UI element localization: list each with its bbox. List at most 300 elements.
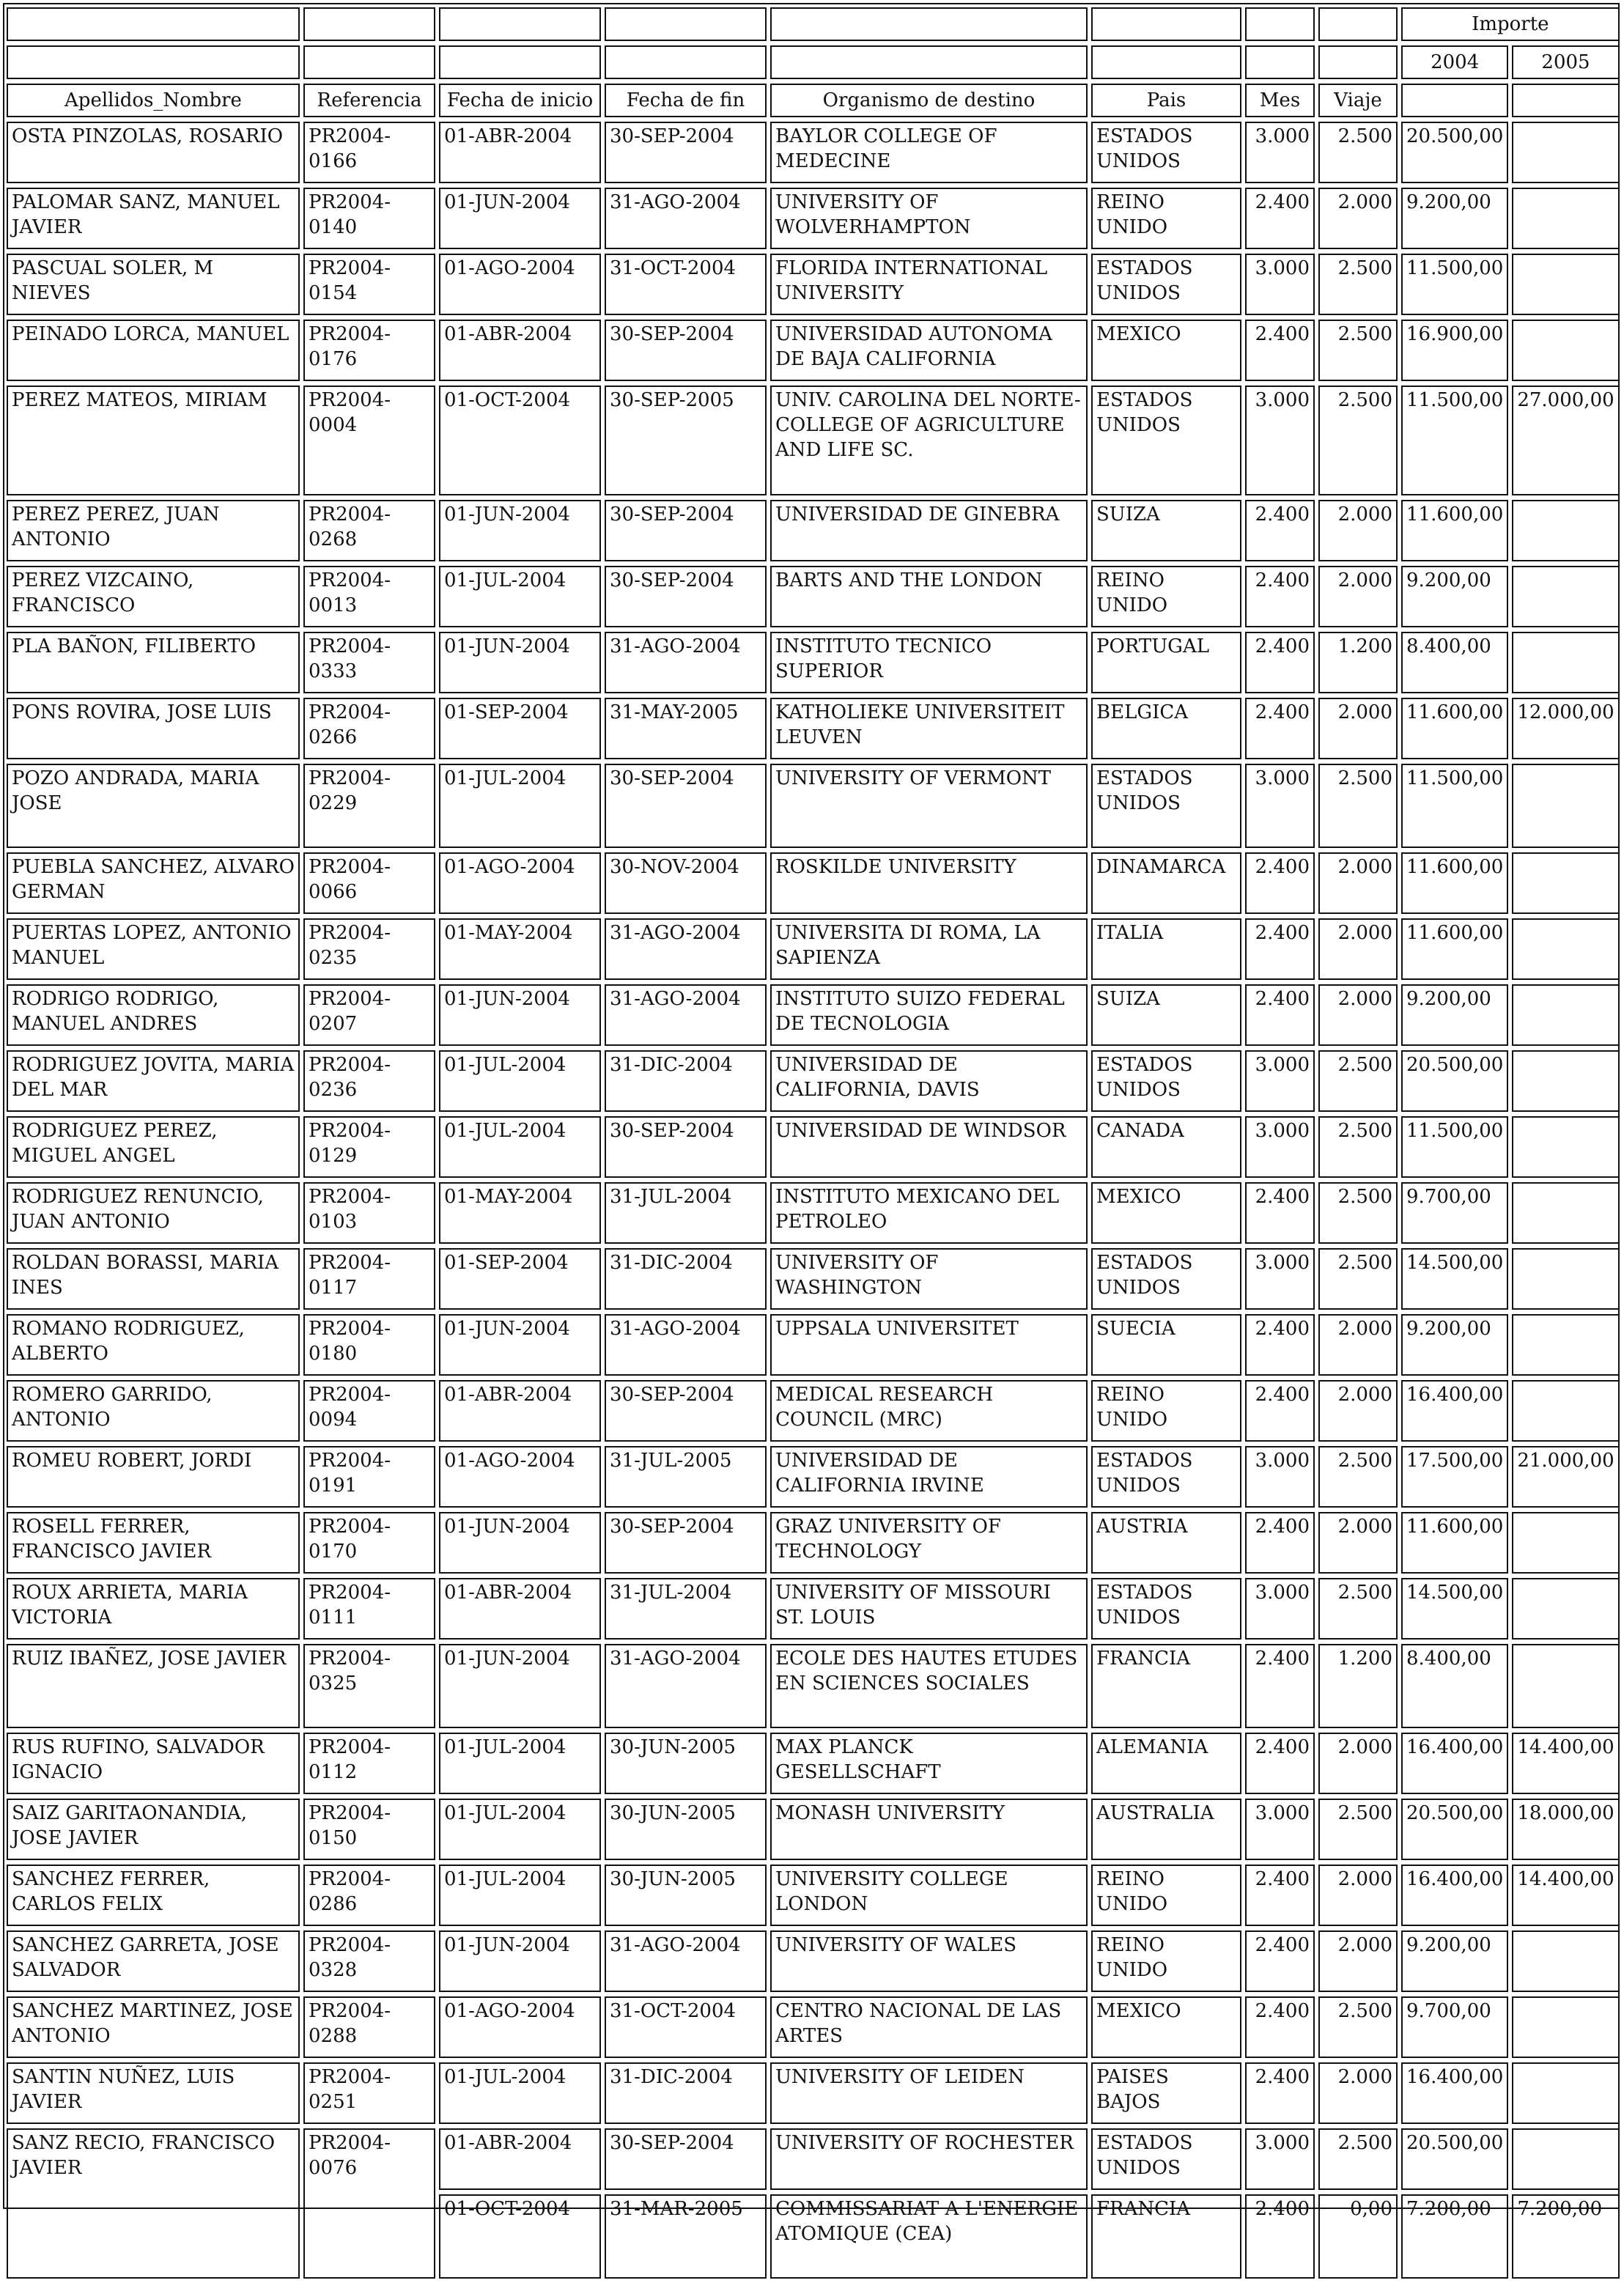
cell-mes: 2.400 [1245, 1512, 1315, 1574]
importe-header: Importe [1401, 7, 1620, 41]
cell-nombre: PALOMAR SANZ, MANUEL JAVIER [7, 188, 300, 249]
cell-fecha-inicio: 01-JUL-2004 [439, 1865, 601, 1926]
cell-referencia: PR2004-0328 [303, 1930, 435, 1992]
cell-importe-2005 [1512, 320, 1619, 381]
cell-mes: 2.400 [1245, 1644, 1315, 1728]
cell-fecha-inicio: 01-JUN-2004 [439, 188, 601, 249]
cell-referencia: PR2004-0103 [303, 1182, 435, 1244]
cell-mes: 3.000 [1245, 122, 1315, 183]
cell-importe-2005 [1512, 188, 1619, 249]
cell-fecha-inicio: 01-JUL-2004 [439, 1799, 601, 1860]
cell-importe-2004: 16.400,00 [1401, 1733, 1508, 1794]
table-row [7, 1314, 1620, 1376]
cell-pais: ALEMANIA [1091, 1733, 1241, 1794]
cell-fecha-fin: 31-AGO-2004 [605, 188, 767, 249]
cell-nombre: ROMANO RODRIGUEZ, ALBERTO [7, 1314, 300, 1376]
cell-referencia: PR2004-0150 [303, 1799, 435, 1860]
cell-viaje: 2.000 [1318, 918, 1398, 980]
cell-importe-2005: 18.000,00 [1512, 1799, 1619, 1860]
cell-fecha-inicio: 01-JUN-2004 [439, 984, 601, 1046]
cell-viaje: 2.500 [1318, 386, 1398, 495]
cell-importe-2005 [1512, 500, 1619, 561]
table-row [7, 1512, 1620, 1574]
cell-pais: PORTUGAL [1091, 632, 1241, 693]
cell-pais: ITALIA [1091, 918, 1241, 980]
table-row [7, 1446, 1620, 1508]
cell-importe-2005 [1512, 566, 1619, 627]
cell-importe-2004: 20.500,00 [1401, 2128, 1508, 2190]
cell-organismo: UNIVERSIDAD DE GINEBRA [770, 500, 1088, 561]
cell-fecha-fin: 31-JUL-2005 [605, 1446, 767, 1508]
cell-fecha-fin: 31-JUL-2004 [605, 1578, 767, 1640]
cell-nombre: RODRIGUEZ RENUNCIO, JUAN ANTONIO [7, 1182, 300, 1244]
cell-mes: 3.000 [1245, 386, 1315, 495]
cell-pais: REINO UNIDO [1091, 566, 1241, 627]
cell-referencia: PR2004-0325 [303, 1644, 435, 1728]
cell-importe-2004: 8.400,00 [1401, 632, 1508, 693]
cell-importe-2005: 7.200,00 [1512, 2194, 1619, 2279]
cell-pais: ESTADOS UNIDOS [1091, 1050, 1241, 1112]
cell-viaje: 2.500 [1318, 2128, 1398, 2190]
cell-organismo: COMMISSARIAT A L'ENERGIE ATOMIQUE (CEA) [770, 2194, 1088, 2279]
cell-fecha-inicio: 01-MAY-2004 [439, 918, 601, 980]
col-header-fecha-inicio: Fecha de inicio [439, 84, 601, 117]
cell-referencia: PR2004-0166 [303, 122, 435, 183]
cell-organismo: UNIVERSIDAD DE WINDSOR [770, 1116, 1088, 1178]
cell-organismo: FLORIDA INTERNATIONAL UNIVERSITY [770, 254, 1088, 315]
cell-referencia: PR2004-0004 [303, 386, 435, 495]
cell-referencia: PR2004-0236 [303, 1050, 435, 1112]
cell-nombre: RUS RUFINO, SALVADOR IGNACIO [7, 1733, 300, 1794]
cell-referencia: PR2004-0076 [303, 2128, 435, 2279]
table-row [7, 1380, 1620, 1442]
cell-importe-2004: 16.900,00 [1401, 320, 1508, 381]
header-row-years [7, 45, 1620, 79]
cell-importe-2005 [1512, 1644, 1619, 1728]
cell-fecha-fin: 30-JUN-2005 [605, 1733, 767, 1794]
cell-mes: 2.400 [1245, 1930, 1315, 1992]
cell-organismo: UNIVERSIDAD DE CALIFORNIA IRVINE [770, 1446, 1088, 1508]
cell-viaje: 2.000 [1318, 698, 1398, 759]
cell-organismo: UNIVERSITA DI ROMA, LA SAPIENZA [770, 918, 1088, 980]
cell-referencia: PR2004-0288 [303, 1996, 435, 2058]
cell-fecha-fin: 30-SEP-2004 [605, 320, 767, 381]
cell-mes: 3.000 [1245, 1248, 1315, 1310]
cell-importe-2004: 11.600,00 [1401, 852, 1508, 914]
cell-importe-2005 [1512, 1578, 1619, 1640]
cell-organismo: UNIVERSITY OF WASHINGTON [770, 1248, 1088, 1310]
cell-viaje: 2.000 [1318, 500, 1398, 561]
cell-organismo: INSTITUTO MEXICANO DEL PETROLEO [770, 1182, 1088, 1244]
table-row [7, 500, 1620, 561]
cell-organismo: MONASH UNIVERSITY [770, 1799, 1088, 1860]
cell-importe-2004: 14.500,00 [1401, 1578, 1508, 1640]
cell-importe-2004: 11.500,00 [1401, 764, 1508, 848]
cell-organismo: MAX PLANCK GESELLSCHAFT [770, 1733, 1088, 1794]
cell-referencia: PR2004-0111 [303, 1578, 435, 1640]
cell-importe-2005 [1512, 1314, 1619, 1376]
grants-table [3, 3, 1623, 2283]
cell-pais: CANADA [1091, 1116, 1241, 1178]
cell-importe-2004: 16.400,00 [1401, 1380, 1508, 1442]
cell-mes: 2.400 [1245, 698, 1315, 759]
cell-nombre: SANZ RECIO, FRANCISCO JAVIER [7, 2128, 300, 2279]
table-row [7, 1733, 1620, 1794]
cell-organismo: UNIVERSITY COLLEGE LONDON [770, 1865, 1088, 1926]
table-row [7, 1644, 1620, 1728]
cell-mes: 3.000 [1245, 2128, 1315, 2190]
cell-importe-2005: 14.400,00 [1512, 1865, 1619, 1926]
cell-mes: 2.400 [1245, 1380, 1315, 1442]
cell-pais: ESTADOS UNIDOS [1091, 2128, 1241, 2190]
cell-importe-2004: 9.200,00 [1401, 1930, 1508, 1992]
cell-nombre: ROMEU ROBERT, JORDI [7, 1446, 300, 1508]
cell-mes: 3.000 [1245, 1116, 1315, 1178]
cell-fecha-fin: 30-NOV-2004 [605, 852, 767, 914]
cell-nombre: POZO ANDRADA, MARIA JOSE [7, 764, 300, 848]
cell-importe-2005: 27.000,00 [1512, 386, 1619, 495]
cell-importe-2004: 7.200,00 [1401, 2194, 1508, 2279]
cell-fecha-fin: 31-AGO-2004 [605, 918, 767, 980]
table-row [7, 122, 1620, 183]
cell-organismo: UNIVERSIDAD AUTONOMA DE BAJA CALIFORNIA [770, 320, 1088, 381]
cell-referencia: PR2004-0229 [303, 764, 435, 848]
col-header-organismo: Organismo de destino [770, 84, 1088, 117]
cell-fecha-inicio: 01-AGO-2004 [439, 1446, 601, 1508]
year-2004-header: 2004 [1401, 45, 1508, 79]
cell-pais: FRANCIA [1091, 2194, 1241, 2279]
cell-nombre: PEREZ PEREZ, JUAN ANTONIO [7, 500, 300, 561]
cell-mes: 3.000 [1245, 1799, 1315, 1860]
cell-pais: MEXICO [1091, 1182, 1241, 1244]
cell-nombre: ROSELL FERRER, FRANCISCO JAVIER [7, 1512, 300, 1574]
cell-importe-2005 [1512, 1050, 1619, 1112]
cell-pais: REINO UNIDO [1091, 1930, 1241, 1992]
cell-nombre: PASCUAL SOLER, M NIEVES [7, 254, 300, 315]
cell-fecha-fin: 31-AGO-2004 [605, 1644, 767, 1728]
cell-pais: REINO UNIDO [1091, 1865, 1241, 1926]
cell-nombre: PLA BAÑON, FILIBERTO [7, 632, 300, 693]
cell-mes: 2.400 [1245, 852, 1315, 914]
cell-fecha-inicio: 01-JUN-2004 [439, 500, 601, 561]
cell-fecha-fin: 30-SEP-2004 [605, 764, 767, 848]
header-row-importe [7, 7, 1620, 41]
cell-mes: 3.000 [1245, 1446, 1315, 1508]
cell-fecha-fin: 31-AGO-2004 [605, 632, 767, 693]
cell-importe-2005 [1512, 852, 1619, 914]
cell-organismo: UPPSALA UNIVERSITET [770, 1314, 1088, 1376]
cell-fecha-inicio: 01-MAY-2004 [439, 1182, 601, 1244]
cell-nombre: PEINADO LORCA, MANUEL [7, 320, 300, 381]
cell-fecha-fin: 30-SEP-2004 [605, 566, 767, 627]
cell-organismo: INSTITUTO TECNICO SUPERIOR [770, 632, 1088, 693]
cell-organismo: UNIV. CAROLINA DEL NORTE-COLLEGE OF AGRICULTURE AND LIFE SC. [770, 386, 1088, 495]
cell-importe-2005 [1512, 1116, 1619, 1178]
cell-fecha-fin: 30-SEP-2004 [605, 1512, 767, 1574]
cell-fecha-inicio: 01-ABR-2004 [439, 1380, 601, 1442]
table-row [7, 188, 1620, 249]
cell-nombre: ROMERO GARRIDO, ANTONIO [7, 1380, 300, 1442]
cell-viaje: 2.500 [1318, 764, 1398, 848]
table-row [7, 852, 1620, 914]
cell-viaje: 0,00 [1318, 2194, 1398, 2279]
cell-viaje: 2.000 [1318, 852, 1398, 914]
cell-fecha-fin: 30-SEP-2004 [605, 122, 767, 183]
cell-fecha-inicio: 01-JUN-2004 [439, 1644, 601, 1728]
cell-fecha-fin: 31-DIC-2004 [605, 2062, 767, 2124]
cell-importe-2004: 16.400,00 [1401, 2062, 1508, 2124]
cell-referencia: PR2004-0286 [303, 1865, 435, 1926]
cell-viaje: 2.500 [1318, 1050, 1398, 1112]
cell-fecha-inicio: 01-AGO-2004 [439, 1996, 601, 2058]
cell-nombre: RODRIGUEZ JOVITA, MARIA DEL MAR [7, 1050, 300, 1112]
cell-importe-2004: 9.200,00 [1401, 566, 1508, 627]
cell-organismo: MEDICAL RESEARCH COUNCIL (MRC) [770, 1380, 1088, 1442]
cell-pais: MEXICO [1091, 1996, 1241, 2058]
cell-importe-2004: 11.600,00 [1401, 698, 1508, 759]
cell-fecha-fin: 31-OCT-2004 [605, 1996, 767, 2058]
cell-fecha-inicio: 01-SEP-2004 [439, 1248, 601, 1310]
cell-importe-2004: 11.600,00 [1401, 500, 1508, 561]
cell-mes: 2.400 [1245, 1314, 1315, 1376]
cell-fecha-inicio: 01-ABR-2004 [439, 320, 601, 381]
cell-fecha-inicio: 01-JUN-2004 [439, 632, 601, 693]
cell-nombre: PONS ROVIRA, JOSE LUIS [7, 698, 300, 759]
cell-importe-2004: 9.200,00 [1401, 984, 1508, 1046]
cell-importe-2005 [1512, 632, 1619, 693]
table-row [7, 1248, 1620, 1310]
cell-viaje: 2.500 [1318, 254, 1398, 315]
cell-fecha-fin: 30-SEP-2005 [605, 386, 767, 495]
table-row [7, 1050, 1620, 1112]
cell-fecha-inicio: 01-JUL-2004 [439, 1116, 601, 1178]
cell-referencia: PR2004-0266 [303, 698, 435, 759]
table-row [7, 2128, 1620, 2190]
cell-referencia: PR2004-0140 [303, 188, 435, 249]
cell-referencia: PR2004-0191 [303, 1446, 435, 1508]
cell-mes: 3.000 [1245, 764, 1315, 848]
cell-nombre: PEREZ VIZCAINO, FRANCISCO [7, 566, 300, 627]
column-header-row [7, 84, 1620, 117]
cell-pais: MEXICO [1091, 320, 1241, 381]
cell-nombre: OSTA PINZOLAS, ROSARIO [7, 122, 300, 183]
cell-importe-2004: 9.700,00 [1401, 1996, 1508, 2058]
cell-fecha-fin: 30-JUN-2005 [605, 1799, 767, 1860]
cell-fecha-fin: 31-AGO-2004 [605, 1314, 767, 1376]
cell-organismo: GRAZ UNIVERSITY OF TECHNOLOGY [770, 1512, 1088, 1574]
cell-pais: ESTADOS UNIDOS [1091, 1446, 1241, 1508]
cell-pais: ESTADOS UNIDOS [1091, 386, 1241, 495]
cell-pais: ESTADOS UNIDOS [1091, 122, 1241, 183]
cell-importe-2005: 12.000,00 [1512, 698, 1619, 759]
cell-pais: DINAMARCA [1091, 852, 1241, 914]
cell-pais: SUIZA [1091, 984, 1241, 1046]
cell-referencia: PR2004-0066 [303, 852, 435, 914]
cell-pais: AUSTRIA [1091, 1512, 1241, 1574]
cell-importe-2004: 20.500,00 [1401, 122, 1508, 183]
cell-viaje: 2.000 [1318, 2062, 1398, 2124]
cell-organismo: UNIVERSITY OF WALES [770, 1930, 1088, 1992]
cell-viaje: 2.500 [1318, 1578, 1398, 1640]
cell-pais: FRANCIA [1091, 1644, 1241, 1728]
cell-pais: ESTADOS UNIDOS [1091, 1578, 1241, 1640]
table-row [7, 1799, 1620, 1860]
cell-fecha-inicio: 01-OCT-2004 [439, 2194, 601, 2279]
cell-fecha-inicio: 01-JUL-2004 [439, 2062, 601, 2124]
table-row [7, 320, 1620, 381]
cell-pais: ESTADOS UNIDOS [1091, 764, 1241, 848]
cell-mes: 2.400 [1245, 500, 1315, 561]
cell-importe-2004: 9.200,00 [1401, 1314, 1508, 1376]
cell-mes: 2.400 [1245, 918, 1315, 980]
cell-organismo: CENTRO NACIONAL DE LAS ARTES [770, 1996, 1088, 2058]
cell-pais: ESTADOS UNIDOS [1091, 254, 1241, 315]
cell-fecha-inicio: 01-JUL-2004 [439, 1050, 601, 1112]
cell-referencia: PR2004-0251 [303, 2062, 435, 2124]
cell-importe-2005 [1512, 1380, 1619, 1442]
cell-importe-2005 [1512, 984, 1619, 1046]
cell-fecha-inicio: 01-JUL-2004 [439, 566, 601, 627]
cell-nombre: SANCHEZ MARTINEZ, JOSE ANTONIO [7, 1996, 300, 2058]
table-row [7, 1865, 1620, 1926]
cell-viaje: 2.500 [1318, 1996, 1398, 2058]
cell-organismo: ECOLE DES HAUTES ETUDES EN SCIENCES SOCIALES [770, 1644, 1088, 1728]
cell-fecha-inicio: 01-ABR-2004 [439, 2128, 601, 2190]
cell-organismo: UNIVERSITY OF WOLVERHAMPTON [770, 188, 1088, 249]
cell-organismo: UNIVERSITY OF MISSOURI ST. LOUIS [770, 1578, 1088, 1640]
col-header-viaje: Viaje [1318, 84, 1398, 117]
cell-fecha-fin: 31-DIC-2004 [605, 1050, 767, 1112]
cell-fecha-fin: 31-AGO-2004 [605, 1930, 767, 1992]
cell-referencia: PR2004-0094 [303, 1380, 435, 1442]
cell-nombre: RUIZ IBAÑEZ, JOSE JAVIER [7, 1644, 300, 1728]
cell-referencia: PR2004-0235 [303, 918, 435, 980]
cell-viaje: 2.500 [1318, 122, 1398, 183]
cell-fecha-fin: 31-DIC-2004 [605, 1248, 767, 1310]
cell-mes: 3.000 [1245, 254, 1315, 315]
cell-organismo: ROSKILDE UNIVERSITY [770, 852, 1088, 914]
cell-viaje: 1.200 [1318, 632, 1398, 693]
cell-fecha-inicio: 01-AGO-2004 [439, 852, 601, 914]
cell-fecha-fin: 30-SEP-2004 [605, 2128, 767, 2190]
cell-viaje: 2.000 [1318, 1865, 1398, 1926]
table-row [7, 254, 1620, 315]
cell-importe-2004: 14.500,00 [1401, 1248, 1508, 1310]
cell-fecha-fin: 31-AGO-2004 [605, 984, 767, 1046]
table-row [7, 1578, 1620, 1640]
cell-referencia: PR2004-0154 [303, 254, 435, 315]
cell-importe-2004: 8.400,00 [1401, 1644, 1508, 1728]
cell-importe-2005 [1512, 2128, 1619, 2190]
cell-fecha-inicio: 01-JUN-2004 [439, 1314, 601, 1376]
cell-importe-2005: 14.400,00 [1512, 1733, 1619, 1794]
cell-importe-2005 [1512, 1248, 1619, 1310]
cell-nombre: PUERTAS LOPEZ, ANTONIO MANUEL [7, 918, 300, 980]
cell-organismo: UNIVERSITY OF VERMONT [770, 764, 1088, 848]
cell-importe-2005 [1512, 764, 1619, 848]
cell-fecha-fin: 31-JUL-2004 [605, 1182, 767, 1244]
cell-fecha-fin: 30-SEP-2004 [605, 1116, 767, 1178]
cell-viaje: 2.000 [1318, 188, 1398, 249]
table-row [7, 764, 1620, 848]
cell-pais: SUECIA [1091, 1314, 1241, 1376]
cell-fecha-fin: 30-SEP-2004 [605, 1380, 767, 1442]
cell-fecha-inicio: 01-ABR-2004 [439, 122, 601, 183]
cell-importe-2004: 9.700,00 [1401, 1182, 1508, 1244]
col-header-pais: Pais [1091, 84, 1241, 117]
cell-organismo: BARTS AND THE LONDON [770, 566, 1088, 627]
cell-mes: 2.400 [1245, 984, 1315, 1046]
cell-pais: AUSTRALIA [1091, 1799, 1241, 1860]
cell-viaje: 2.000 [1318, 1314, 1398, 1376]
cell-organismo: UNIVERSITY OF ROCHESTER [770, 2128, 1088, 2190]
cell-organismo: UNIVERSIDAD DE CALIFORNIA, DAVIS [770, 1050, 1088, 1112]
cell-viaje: 2.000 [1318, 1930, 1398, 1992]
cell-organismo: BAYLOR COLLEGE OF MEDECINE [770, 122, 1088, 183]
cell-fecha-inicio: 01-ABR-2004 [439, 1578, 601, 1640]
table-row [7, 386, 1620, 495]
cell-importe-2004: 11.600,00 [1401, 1512, 1508, 1574]
table-row [7, 918, 1620, 980]
cell-importe-2005 [1512, 1930, 1619, 1992]
cell-nombre: SAIZ GARITAONANDIA, JOSE JAVIER [7, 1799, 300, 1860]
cell-importe-2005 [1512, 918, 1619, 980]
cell-organismo: INSTITUTO SUIZO FEDERAL DE TECNOLOGIA [770, 984, 1088, 1046]
cell-fecha-fin: 30-JUN-2005 [605, 1865, 767, 1926]
table-row [7, 698, 1620, 759]
cell-viaje: 2.500 [1318, 1182, 1398, 1244]
cell-pais: PAISES BAJOS [1091, 2062, 1241, 2124]
cell-nombre: RODRIGUEZ PEREZ, MIGUEL ANGEL [7, 1116, 300, 1178]
cell-importe-2005 [1512, 1996, 1619, 2058]
cell-organismo: KATHOLIEKE UNIVERSITEIT LEUVEN [770, 698, 1088, 759]
cell-importe-2004: 17.500,00 [1401, 1446, 1508, 1508]
cell-pais: SUIZA [1091, 500, 1241, 561]
cell-mes: 2.400 [1245, 1865, 1315, 1926]
cell-referencia: PR2004-0013 [303, 566, 435, 627]
cell-mes: 2.400 [1245, 1733, 1315, 1794]
cell-viaje: 2.000 [1318, 566, 1398, 627]
cell-pais: REINO UNIDO [1091, 1380, 1241, 1442]
cell-referencia: PR2004-0180 [303, 1314, 435, 1376]
cell-organismo: UNIVERSITY OF LEIDEN [770, 2062, 1088, 2124]
cell-mes: 2.400 [1245, 1996, 1315, 2058]
cell-referencia: PR2004-0129 [303, 1116, 435, 1178]
cell-viaje: 1.200 [1318, 1644, 1398, 1728]
cell-mes: 2.400 [1245, 1182, 1315, 1244]
cell-viaje: 2.000 [1318, 1733, 1398, 1794]
cell-fecha-inicio: 01-JUN-2004 [439, 1512, 601, 1574]
table-row [7, 2062, 1620, 2124]
cell-importe-2005 [1512, 122, 1619, 183]
table-row [7, 1116, 1620, 1178]
cell-fecha-fin: 31-MAR-2005 [605, 2194, 767, 2279]
cell-importe-2005 [1512, 1512, 1619, 1574]
cell-importe-2004: 11.600,00 [1401, 918, 1508, 980]
cell-mes: 3.000 [1245, 1578, 1315, 1640]
cell-nombre: PUEBLA SANCHEZ, ALVARO GERMAN [7, 852, 300, 914]
cell-fecha-inicio: 01-AGO-2004 [439, 254, 601, 315]
cell-importe-2004: 11.500,00 [1401, 386, 1508, 495]
cell-fecha-inicio: 01-OCT-2004 [439, 386, 601, 495]
cell-fecha-inicio: 01-JUL-2004 [439, 1733, 601, 1794]
cell-pais: ESTADOS UNIDOS [1091, 1248, 1241, 1310]
table-row [7, 1182, 1620, 1244]
table-row [7, 984, 1620, 1046]
cell-viaje: 2.000 [1318, 984, 1398, 1046]
cell-importe-2005 [1512, 1182, 1619, 1244]
cell-importe-2004: 11.500,00 [1401, 1116, 1508, 1178]
